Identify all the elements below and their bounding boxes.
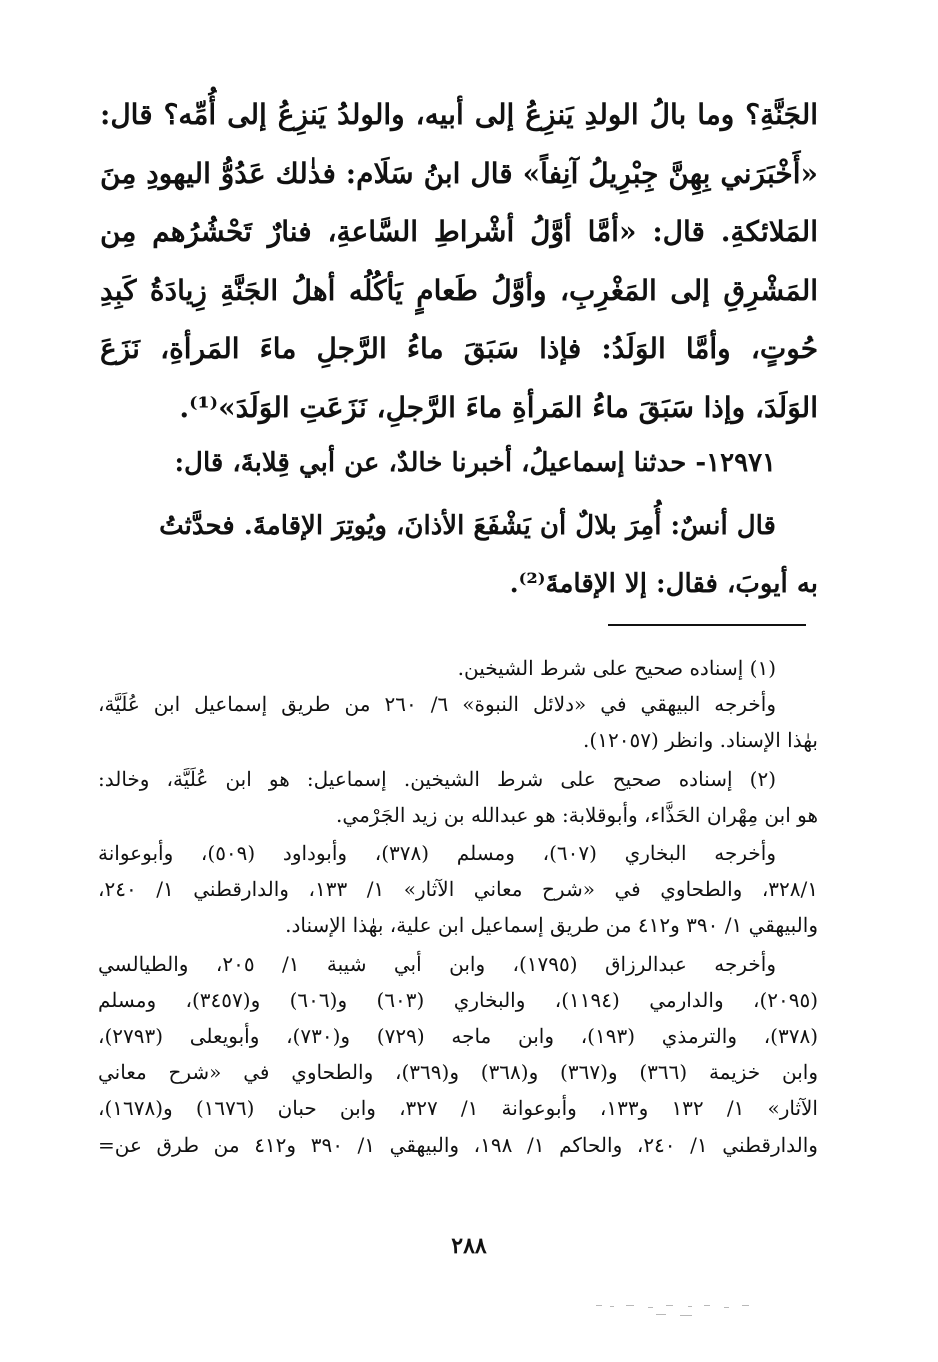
main-text-line: الوَلَدَ، وإذا سَبَقَ ماءُ المَرأةِ ماءَ الرَّجلِ، نَزَعَتِ الوَلَدَ»⁽¹⁾. <box>179 390 818 424</box>
main-text <box>100 86 818 437</box>
footnote-line: هو ابن مِهْران الحَذَّاء، وأبوقلابة: هو عبدالله بن زيد الجَرْمي. <box>336 802 818 827</box>
footnote-line: والدارقطني ١/ ٢٤٠، والحاكم ١/ ١٩٨، والبيهقي ١/ ٣٩٠ و٤١٢ من طرق عن= <box>98 1132 818 1157</box>
main-text-line: حُوتٍ، وأمَّا الوَلَدُ: فإذا سَبَقَ ماءُ الرَّجلِ ماءَ المَرأةِ، نَزَعَ <box>100 332 818 365</box>
main-text-line: الجَنَّةِ؟ وما بالُ الولدِ يَنزِعُ إلى أبيه، والولدُ يَنزِعُ إلى أُمِّه؟ قال: <box>100 98 818 131</box>
footnote-line: وابن خزيمة (٣٦٦) و(٣٦٧) و(٣٦٨) و(٣٦٩)، والطحاوي في «شرح معاني <box>98 1060 818 1085</box>
footnote-line: بهٰذا الإسناد. وانظر (١٢٠٥٧). <box>583 728 818 753</box>
scan-artifact <box>596 1303 756 1317</box>
footnote-separator <box>608 624 806 626</box>
hadith-matn-line: قال أنسٌ: أُمِرَ بلالٌ أن يَشْفَعَ الأذانَ، ويُوتِرَ الإقامةَ. فحدَّثتُ <box>159 511 776 541</box>
page-number: ٢٨٨ <box>451 1233 487 1259</box>
main-text-line: «أَخْبَرَني بِهِنَّ جِبْرِيلُ آنِفاً» قال ابنُ سَلَام: فذٰلك عَدُوُّ اليهودِ مِنَ <box>100 156 818 190</box>
footnote-line: والبيهقي ١/ ٣٩٠ و٤١٢ من طريق إسماعيل ابن علية، بهٰذا الإسناد. <box>285 913 818 938</box>
hadith-block <box>100 434 818 613</box>
footnote-line: وأخرجه البيهقي في «دلائل النبوة» ٦/ ٢٦٠ من طريق إسماعيل ابن عُلَيَّة، <box>98 692 776 717</box>
footnote-line: وأخرجه البخاري (٦٠٧)، ومسلم (٣٧٨)، وأبوداود (٥٠٩)، وأبوعوانة <box>98 841 777 866</box>
hadith-matn-line: به أيوبَ، فقال: إلا الإقامةَ⁽²⁾. <box>509 569 818 599</box>
main-text-line: المَشْرِقِ إلى المَغْرِبِ، وأوَّلُ طَعامٍ يَأكُلُه أهلُ الجَنَّةِ زِيادَةُ كَبِدِ <box>100 273 818 307</box>
footnote-line: (٢) إسناده صحيح على شرط الشيخين. إسماعيل: هو ابن عُلَيَّة، وخالد: <box>98 766 776 791</box>
footnote-line: الآثار» ١/ ١٣٢ و١٣٣، وأبوعوانة ١/ ٣٢٧، وابن حبان (١٦٧٦) و(١٦٧٨)، <box>98 1096 818 1121</box>
footnote-line: (٢٠٩٥)، والدارمي (١١٩٤)، والبخاري (٦٠٣) و(٦٠٦) و(٣٤٥٧)، ومسلم <box>98 987 819 1012</box>
footnotes <box>98 650 818 1163</box>
footnote-line: ٣٢٨/١، والطحاوي في «شرح معاني الآثار» ١/ ١٣٣، والدارقطني ١/ ٢٤٠، <box>98 877 818 902</box>
footnote-line: وأخرجه عبدالرزاق (١٧٩٥)، وابن أبي شيبة ١/ ٢٠٥، والطيالسي <box>98 951 776 976</box>
main-text-line: المَلائكةِ. قال: «أمَّا أوَّلُ أشْراطِ السَّاعةِ، فنارٌ تَحْشُرُهم مِن <box>100 215 818 248</box>
footnote-line: (٣٧٨)، والترمذي (١٩٣)، وابن ماجه (٧٢٩) و(٧٣٠)، وأبويعلى (٢٧٩٣)، <box>98 1024 818 1049</box>
footnote-line: (١) إسناده صحيح على شرط الشيخين. <box>457 656 776 680</box>
hadith-isnad-line: ١٢٩٧١- حدثنا إسماعيلُ، أخبرنا خالدٌ، عن أبي قِلابةَ، قال: <box>174 448 776 478</box>
